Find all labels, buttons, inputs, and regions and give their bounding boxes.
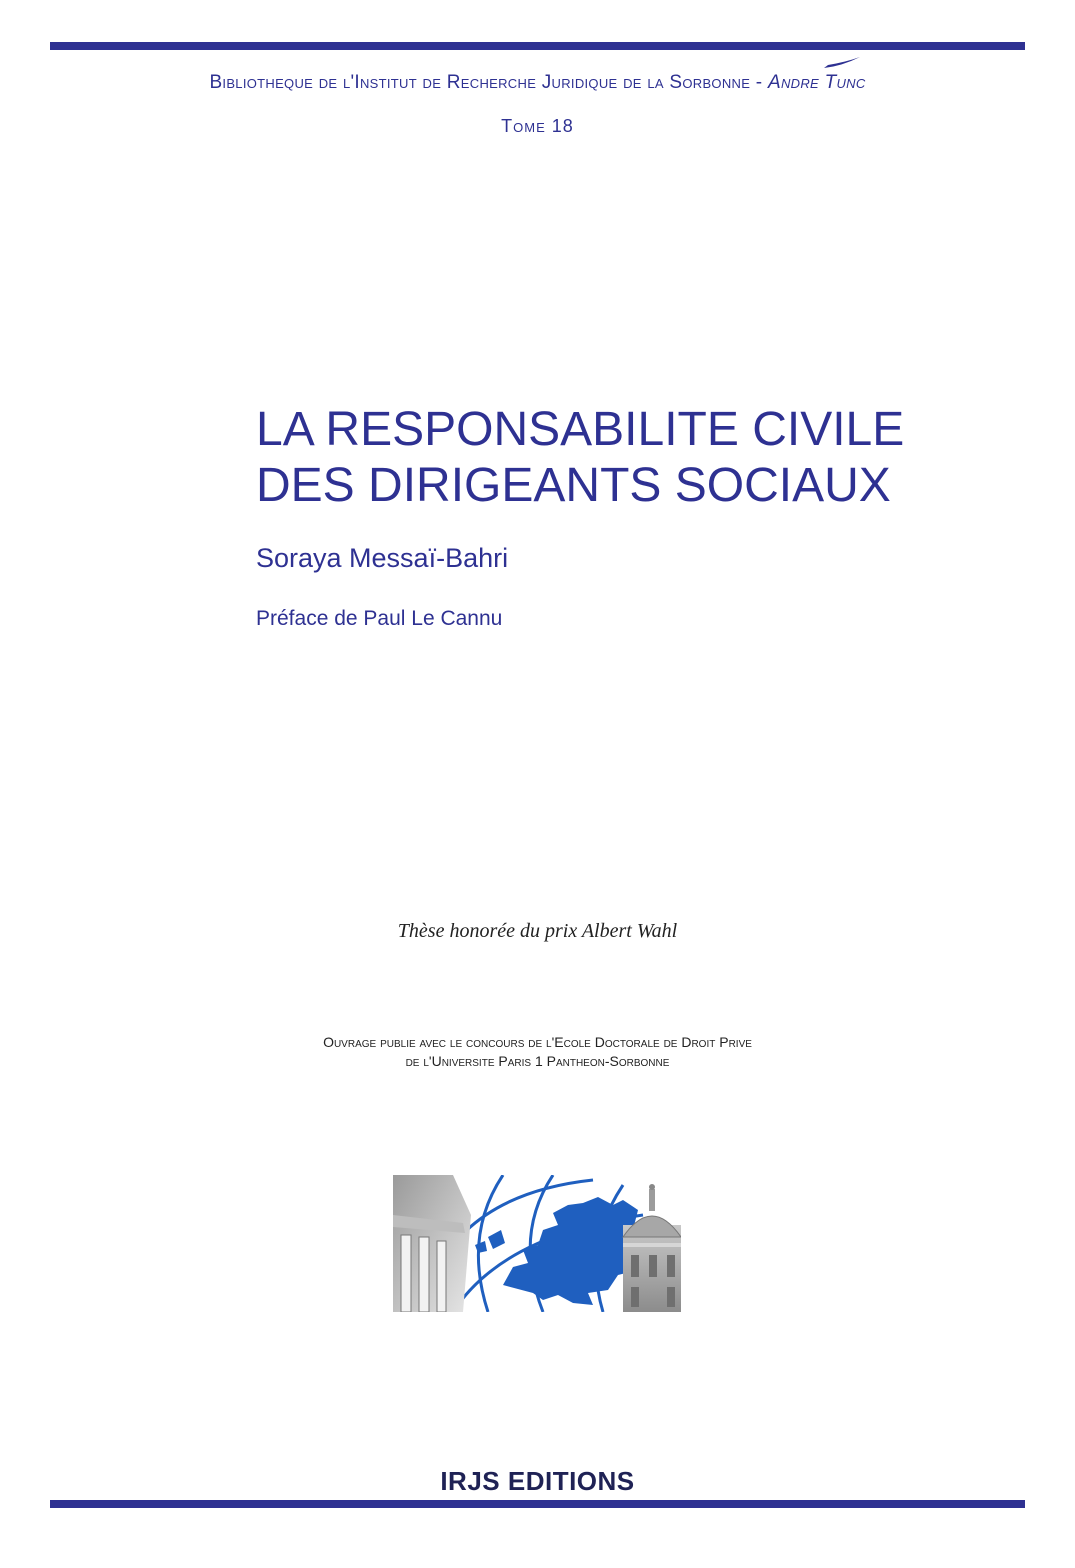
book-title-line-1: LA RESPONSABILITE CIVILE xyxy=(256,403,905,456)
volume-number: Tome 18 xyxy=(501,116,574,136)
swoosh-icon xyxy=(822,56,862,70)
author-name: Soraya Messaï-Bahri xyxy=(256,543,509,573)
support-note xyxy=(0,1033,1075,1071)
series-title xyxy=(0,72,1075,94)
sorbonne-europe-globe-emblem-icon xyxy=(393,1175,681,1312)
preface-credit: Préface de Paul Le Cannu xyxy=(256,607,503,630)
top-rule xyxy=(50,42,1025,50)
bottom-rule xyxy=(50,1500,1025,1508)
book-title-line-2: DES DIRIGEANTS SOCIAUX xyxy=(256,459,891,512)
publisher-name: IRJS EDITIONS xyxy=(440,1466,635,1496)
support-line-2: de l'Universite Paris 1 Pantheon-Sorbonne xyxy=(405,1053,670,1069)
series-name: Andre Tunc xyxy=(767,72,866,93)
series-prefix: Bibliotheque de l'Institut de Recherche Juridique de la Sorbonne - xyxy=(209,72,768,93)
book-title xyxy=(256,402,976,514)
prize-note: Thèse honorée du prix Albert Wahl xyxy=(397,920,678,942)
support-line-1: Ouvrage publie avec le concours de l'Ecole Doctorale de Droit Prive xyxy=(323,1034,752,1050)
